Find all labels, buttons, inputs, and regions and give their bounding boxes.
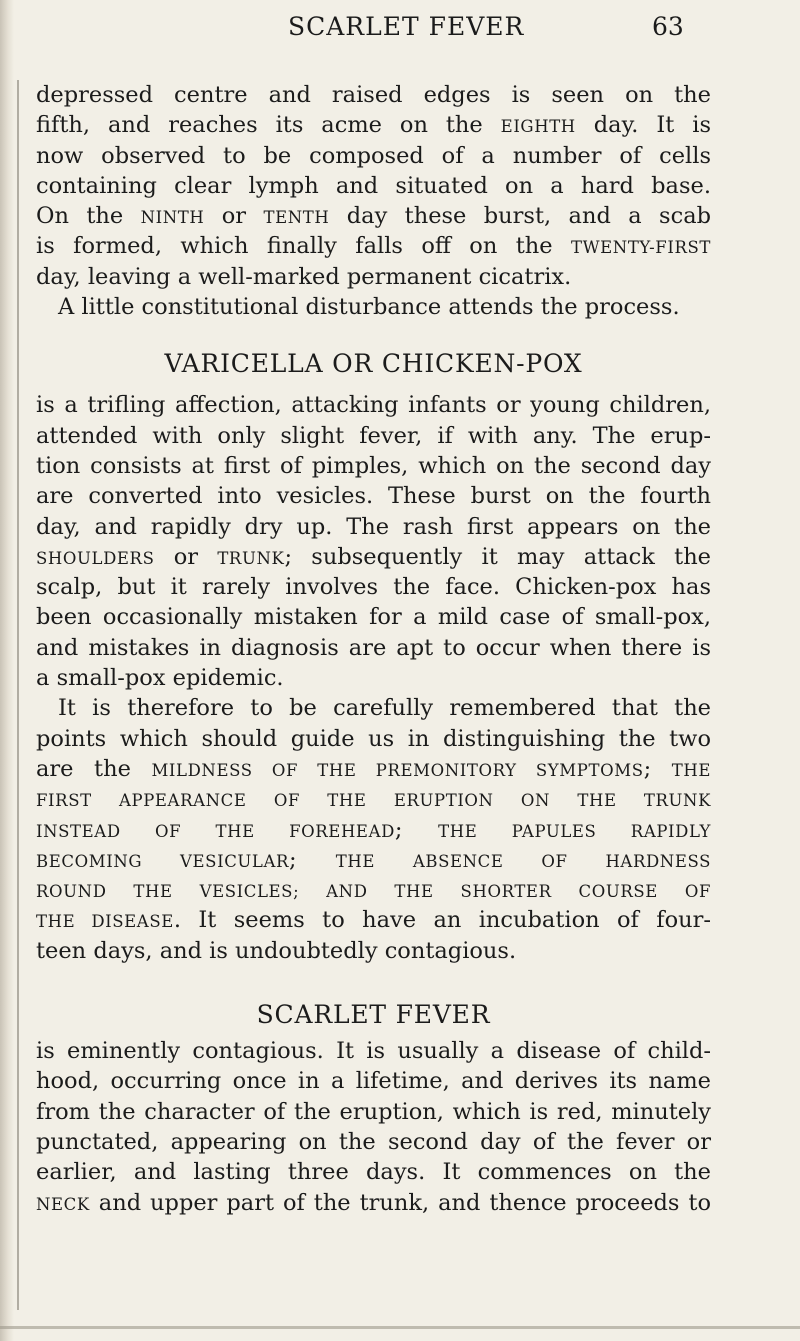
text-line: a small-pox epidemic. bbox=[36, 665, 284, 692]
text-line: is formed, which finally falls off on the TWENTY-FIRST bbox=[36, 233, 711, 260]
text-line: INSTEAD OF THE FOREHEAD; THE PAPULES RAPIDLY bbox=[36, 816, 711, 843]
text-line: is a trifling affection, attacking infants or young children, bbox=[36, 392, 711, 419]
running-head: SCARLET FEVER bbox=[288, 12, 525, 41]
text-line: SHOULDERS or TRUNK; subsequently it may attack the bbox=[36, 543, 711, 570]
text-line: punctated, appearing on the second day of the fever or bbox=[36, 1128, 711, 1155]
text-line: tion consists at first of pimples, which on the second day bbox=[36, 452, 711, 479]
page-bottom-edge bbox=[0, 1326, 800, 1329]
binding-edge-line bbox=[17, 80, 19, 1310]
text-line: are the MILDNESS OF THE PREMONITORY SYMPTOMS; THE bbox=[36, 755, 712, 782]
text-line: teen days, and is undoubtedly contagious. bbox=[36, 937, 517, 964]
page-gutter-shadow bbox=[0, 0, 14, 1341]
text-line: depressed centre and raised edges is seen on the bbox=[36, 82, 711, 108]
text-line: from the character of the eruption, which is red, minutely bbox=[36, 1098, 711, 1125]
page-header bbox=[0, 12, 800, 52]
text-line: On the NINTH or TENTH day these burst, and a scab bbox=[36, 203, 712, 230]
text-line: scalp, but it rarely involves the face. Chicken-pox has bbox=[36, 574, 711, 601]
text-line: fifth, and reaches its acme on the EIGHTH day. It is bbox=[36, 112, 711, 139]
text-line: been occasionally mistaken for a mild case of small-pox, bbox=[36, 604, 711, 631]
text-line: NECK and upper part of the trunk, and thence proceeds to bbox=[36, 1189, 711, 1216]
text-line: THE DISEASE. It seems to have an incubation of four- bbox=[36, 907, 711, 934]
text-line: hood, occurring once in a lifetime, and derives its name bbox=[36, 1068, 711, 1095]
text-line: points which should guide us in distinguishing the two bbox=[36, 725, 711, 752]
paragraph-constitutional-disturbance bbox=[36, 292, 711, 322]
page-number: 63 bbox=[652, 12, 684, 41]
text-line: day, and rapidly dry up. The rash first appears on the bbox=[36, 513, 711, 540]
text-line: are converted into vesicles. These burst on the fourth bbox=[36, 483, 711, 510]
text-line: A little constitutional disturbance attends the process. bbox=[58, 294, 680, 321]
paragraph-scarlet-fever-description bbox=[36, 1036, 711, 1218]
paragraph-varicella-description bbox=[36, 390, 711, 693]
page-body bbox=[36, 80, 711, 1218]
text-line: ROUND THE VESICLES; AND THE SHORTER COURSE OF bbox=[36, 882, 711, 902]
text-line: attended with only slight fever, if with any. The erup- bbox=[36, 422, 711, 449]
section-heading-varicella: VARICELLA OR CHICKEN-POX bbox=[164, 349, 583, 379]
text-line: FIRST APPEARANCE OF THE ERUPTION ON THE TRUNK bbox=[36, 791, 711, 811]
paragraph-distinguishing-points bbox=[36, 693, 711, 966]
text-line: is eminently contagious. It is usually a disease of child- bbox=[36, 1038, 711, 1065]
text-line: now observed to be composed of a number of cells bbox=[36, 142, 711, 169]
text-line: BECOMING VESICULAR; THE ABSENCE OF HARDNESS bbox=[36, 846, 711, 873]
text-line: containing clear lymph and situated on a hard base. bbox=[36, 172, 711, 199]
text-line: day, leaving a well-marked permanent cicatrix. bbox=[36, 263, 572, 290]
text-line: earlier, and lasting three days. It commences on the bbox=[36, 1159, 711, 1186]
text-line: It is therefore to be carefully remembered that the bbox=[58, 695, 711, 722]
text-line: and mistakes in diagnosis are apt to occur when there is bbox=[36, 634, 711, 661]
section-heading-scarlet-fever: SCARLET FEVER bbox=[256, 1000, 491, 1030]
paragraph-variola-continued bbox=[36, 80, 711, 292]
